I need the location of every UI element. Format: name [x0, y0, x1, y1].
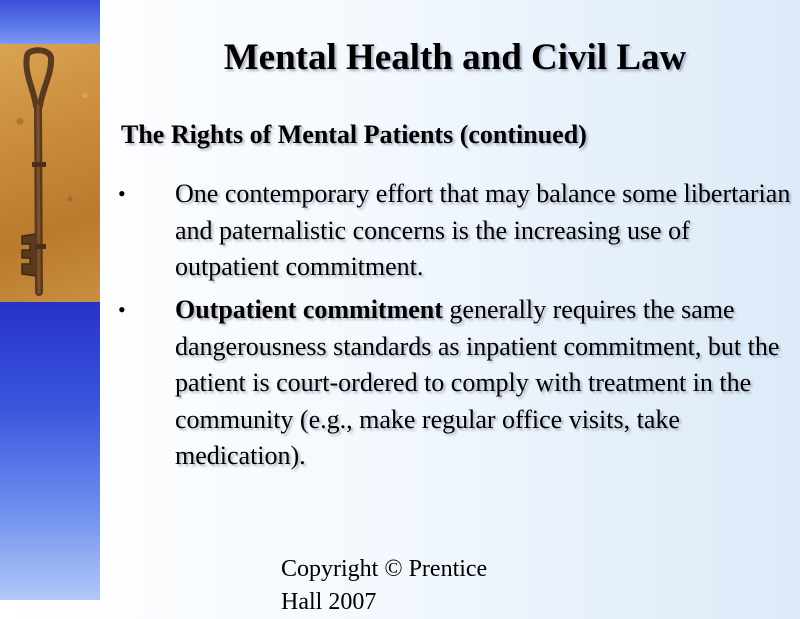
- slide-title: Mental Health and Civil Law: [223, 37, 687, 78]
- strip-top-gradient: [0, 0, 100, 44]
- bullet-marker: •: [118, 181, 126, 206]
- left-decorative-strip: [0, 0, 100, 600]
- bullet-bold-lead: Outpatient commitment: [175, 295, 443, 324]
- bullet-marker: •: [118, 297, 126, 322]
- rusty-key-icon: [0, 44, 100, 302]
- slide-subtitle: The Rights of Mental Patients (continued): [121, 120, 587, 149]
- strip-bottom-gradient: [0, 302, 100, 600]
- bullet-text: [175, 292, 800, 475]
- bullet-body: One contemporary effort that may balance some libertarian and paternalistic concerns is the increasing use of outpatient commitment.: [175, 179, 791, 281]
- bullet-body: generally requires the same dangerousness standards as inpatient commitment, but the patient is court-ordered to comply with treatment in the community (e.g., make regular office visits, take medication).: [175, 295, 780, 470]
- bullet-text: [175, 176, 800, 286]
- copyright-notice: Copyright © Prentice Hall 2007: [281, 556, 488, 615]
